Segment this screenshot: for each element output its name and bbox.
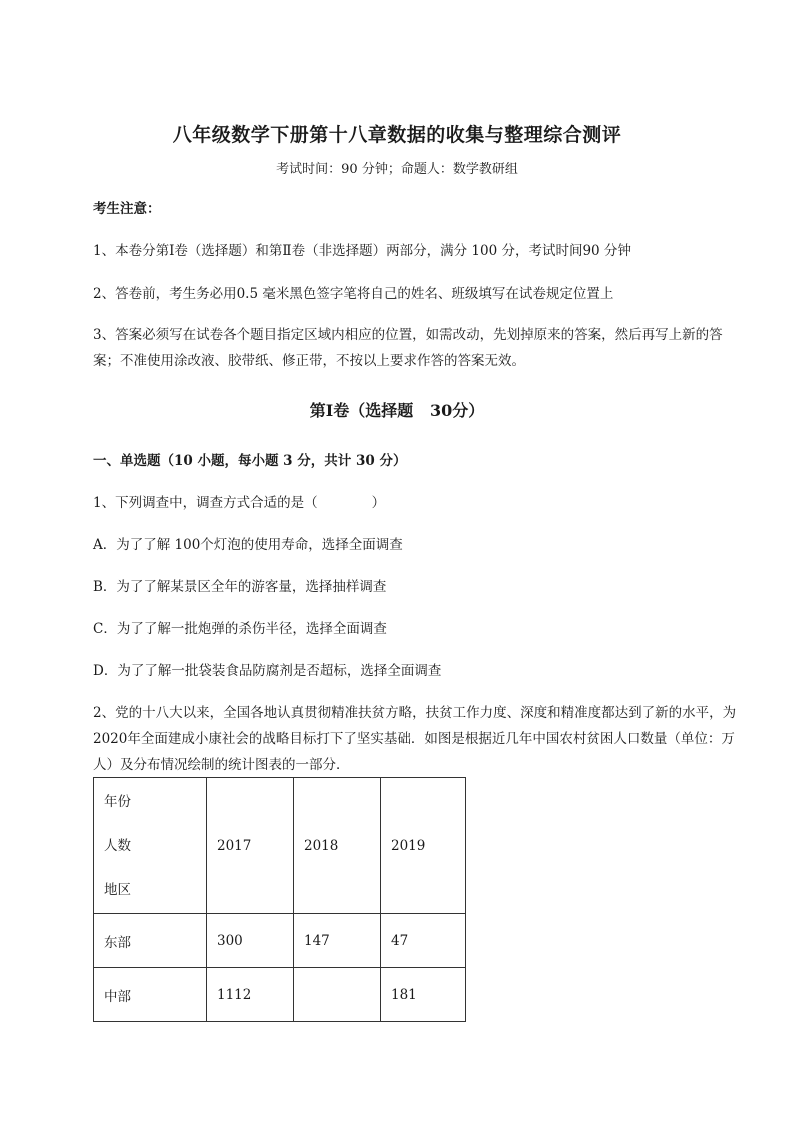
poverty-data-table — [93, 777, 466, 1022]
notice-heading: 考生注意： — [93, 201, 161, 217]
table-row — [94, 914, 466, 968]
header-label-count: 人数 — [104, 837, 131, 854]
region-cell: 中部 — [94, 968, 207, 1022]
header-label-region: 地区 — [104, 881, 131, 898]
region-cell: 东部 — [94, 914, 207, 968]
exam-title: 八年级数学下册第十八章数据的收集与整理综合测评 — [172, 124, 622, 146]
notice-item-3: 3、答案必须写在试卷各个题目指定区域内相应的位置，如需改动，先划掉原来的答案，然后再写上新的答案；不准使用涂改液、胶带纸、修正带，不按以上要求作答的答案无效。 — [93, 327, 723, 369]
value-cell: 47 — [381, 914, 466, 968]
header-corner-cell — [94, 778, 207, 914]
value-cell — [294, 968, 381, 1022]
year-header-cell: 2017 — [207, 778, 294, 914]
question-1-stem: 1、下列调查中，调查方式合适的是（ ） — [93, 495, 386, 511]
value-cell: 181 — [381, 968, 466, 1022]
exam-subtitle: 考试时间：90 分钟；命题人：数学教研组 — [276, 162, 518, 177]
value-cell: 147 — [294, 914, 381, 968]
year-header-cell: 2019 — [381, 778, 466, 914]
part-heading: 一、单选题（10 小题，每小题 3 分，共计 30 分） — [93, 453, 407, 469]
question-1-option-d: D．为了了解一批袋装食品防腐剂是否超标，选择全面调查 — [93, 663, 442, 679]
notice-item-1: 1、本卷分第Ⅰ卷（选择题）和第Ⅱ卷（非选择题）两部分，满分 100 分，考试时间90 分钟 — [93, 243, 631, 259]
table-header-row — [94, 778, 466, 914]
value-cell: 1112 — [207, 968, 294, 1022]
notice-item-2: 2、答卷前，考生务必用0.5 毫米黑色签字笔将自己的姓名、班级填写在试卷规定位置上 — [93, 286, 614, 302]
question-1-option-c: C．为了了解一批炮弹的杀伤半径，选择全面调查 — [93, 621, 387, 637]
value-cell: 300 — [207, 914, 294, 968]
question-1-option-a: A．为了了解 100个灯泡的使用寿命，选择全面调查 — [93, 537, 403, 553]
section-title: 第Ⅰ卷（选择题 30分） — [309, 401, 485, 420]
question-1-option-b: B．为了了解某景区全年的游客量，选择抽样调查 — [93, 579, 387, 595]
table-row — [94, 968, 466, 1022]
year-header-cell: 2018 — [294, 778, 381, 914]
header-label-year: 年份 — [104, 793, 131, 810]
question-2-stem: 2、党的十八大以来，全国各地认真贯彻精准扶贫方略，扶贫工作力度、深度和精准度都达到了新的水平，为 2020年全面建成小康社会的战略目标打下了坚实基础．如图是根据近几年中国农村贫困人口数量（单位：万人）及分布情况绘制的统计图表的一部分． — [93, 705, 737, 773]
